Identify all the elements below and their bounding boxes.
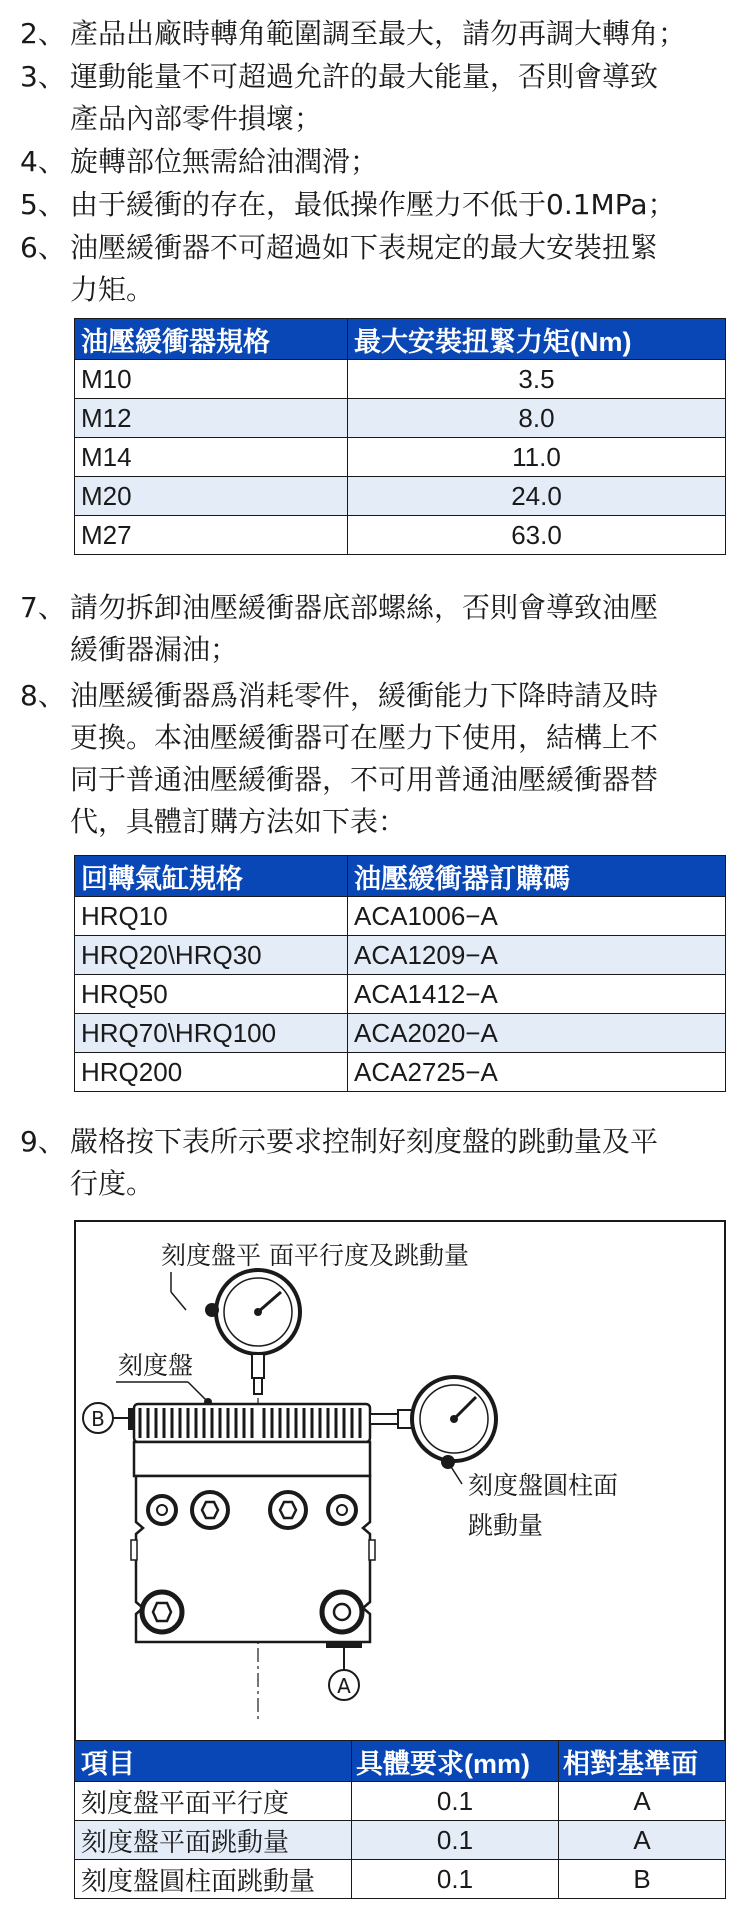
datum-a-marker [326,1642,362,1700]
table-header-row [75,319,726,360]
hex-nut-icon [328,1496,356,1524]
datum-cell: A [559,1821,726,1860]
value-cell: 0.1 [352,1782,559,1821]
model-cell: HRQ70\HRQ100 [75,1014,348,1053]
hex-nut-icon [148,1496,176,1524]
item-text: 力矩。 [70,273,155,306]
model-cell: HRQ200 [75,1053,348,1092]
value-cell: 0.1 [352,1860,559,1899]
column-header: 油壓緩衝器規格 [75,319,348,360]
order-code-cell: ACA2020−A [348,1014,726,1053]
table-header-row [75,1741,726,1782]
table-header-row [75,856,726,897]
requirement-table [74,1740,726,1899]
order-code-cell: ACA1412−A [348,975,726,1014]
table-row [75,360,726,399]
datum-a-label: A [337,1674,351,1698]
spec-cell: M14 [75,438,348,477]
label-flatness-runout: 刻度盤平 面平行度及跳動量 [161,1241,469,1270]
table-row [75,1782,726,1821]
column-header: 油壓緩衝器訂購碼 [348,856,726,897]
item-cell: 刻度盤圓柱面跳動量 [75,1860,352,1899]
order-table [74,855,726,1092]
datum-b-label: B [91,1407,105,1431]
item-text: 緩衝器漏油； [70,633,239,666]
table-row [75,936,726,975]
torque-cell: 24.0 [348,477,726,516]
item-text: 油壓緩衝器爲消耗零件，緩衝能力下降時請及時 [70,679,659,712]
model-cell: HRQ10 [75,897,348,936]
table-row [75,477,726,516]
order-code-cell: ACA1209−A [348,936,726,975]
top-dial-gauge-icon [205,1270,300,1394]
item-text: 運動能量不可超過允許的最大能量，否則會導致 [70,60,659,93]
model-cell: HRQ50 [75,975,348,1014]
torque-cell: 3.5 [348,360,726,399]
dial-plate [134,1404,370,1442]
column-header: 項目 [75,1741,352,1782]
hex-nut-icon [192,1492,228,1528]
table-row [75,399,726,438]
table-row [75,1821,726,1860]
item-text: 請勿拆卸油壓緩衝器底部螺絲，否則會導致油壓 [70,591,659,624]
torque-cell: 8.0 [348,399,726,438]
label-cylinder-runout-1: 刻度盤圓柱面 [468,1471,619,1500]
item-text: 代，具體訂購方法如下表： [70,805,407,838]
torque-cell: 63.0 [348,516,726,555]
datum-cell: B [559,1860,726,1899]
item-text: 同于普通油壓緩衝器，不可用普通油壓緩衝器替 [70,763,659,796]
item-number: 7、 [20,591,66,624]
spec-cell: M20 [75,477,348,516]
hex-nut-icon [142,1592,182,1632]
column-header: 相對基準面 [559,1741,726,1782]
diagram-drawing [76,1222,728,1742]
item-text: 產品內部零件損壞； [70,102,323,135]
item-number: 8、 [20,679,66,712]
item-text: 產品出廠時轉角範圍調至最大，請勿再調大轉角； [70,17,687,50]
item-number: 6、 [20,231,66,264]
hex-nut-icon [270,1492,306,1528]
torque-cell: 11.0 [348,438,726,477]
item-text: 嚴格按下表所示要求控制好刻度盤的跳動量及平 [70,1125,659,1158]
item-cell: 刻度盤平面平行度 [75,1782,352,1821]
side-dial-gauge-icon [370,1377,496,1469]
leader-line [188,1382,208,1402]
item-number: 9、 [20,1125,66,1158]
item-text: 行度。 [70,1167,155,1200]
spec-cell: M12 [75,399,348,438]
column-header: 回轉氣缸規格 [75,856,348,897]
label-cylinder-runout-2: 跳動量 [468,1511,544,1540]
item-text: 油壓緩衝器不可超過如下表規定的最大安裝扭緊 [70,231,659,264]
torque-table [74,318,726,555]
hex-nut-icon [322,1592,362,1632]
dial-base [134,1442,370,1476]
datum-cell: A [559,1782,726,1821]
table-row [75,516,726,555]
rotary-table-diagram [74,1220,726,1740]
table-row [75,897,726,936]
leader-line [448,1462,462,1484]
column-header: 最大安裝扭緊力矩(Nm) [348,319,726,360]
spec-cell: M10 [75,360,348,399]
column-header: 具體要求(mm) [352,1741,559,1782]
model-cell: HRQ20\HRQ30 [75,936,348,975]
spec-cell: M27 [75,516,348,555]
item-number: 4、 [20,145,66,178]
item-number: 3、 [20,60,66,93]
item-number: 2、 [20,17,66,50]
table-row [75,975,726,1014]
label-dial-plate: 刻度盤 [118,1351,194,1380]
item-text: 旋轉部位無需給油潤滑； [70,145,379,178]
item-text: 由于緩衝的存在，最低操作壓力不低于0.1MPa； [70,188,676,221]
order-code-cell: ACA1006−A [348,897,726,936]
value-cell: 0.1 [352,1821,559,1860]
table-row [75,1860,726,1899]
order-code-cell: ACA2725−A [348,1053,726,1092]
table-row [75,1053,726,1092]
item-number: 5、 [20,188,66,221]
leader-line [171,1292,186,1310]
table-row [75,438,726,477]
item-text: 更換。本油壓緩衝器可在壓力下使用，結構上不 [70,721,659,754]
datum-b-marker [83,1403,134,1433]
table-row [75,1014,726,1053]
item-cell: 刻度盤平面跳動量 [75,1821,352,1860]
